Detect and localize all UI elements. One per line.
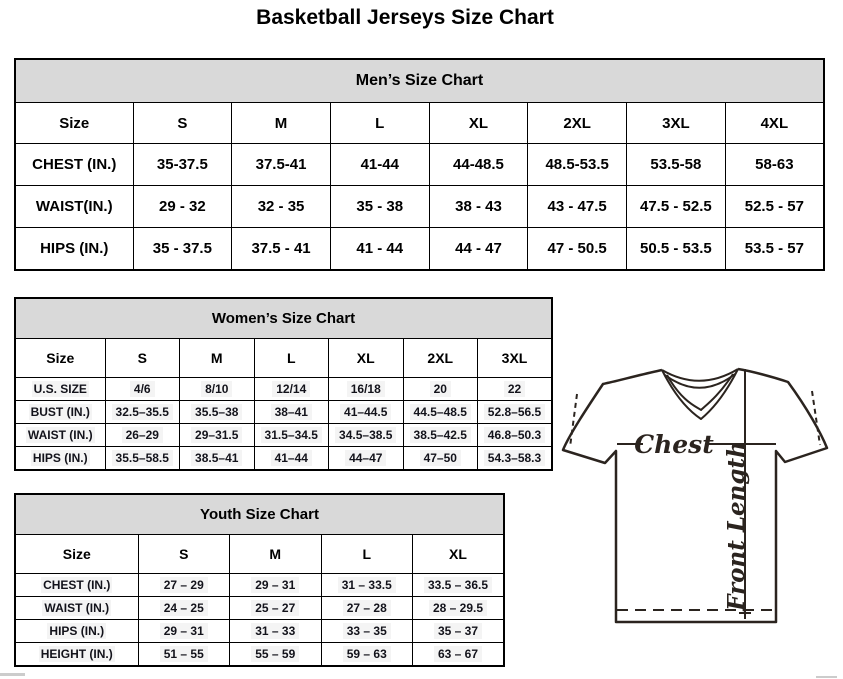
table-cell: 59 – 63 — [321, 643, 413, 667]
table-cell: 50.5 - 53.5 — [627, 228, 726, 271]
table-cell: 16/18 — [329, 378, 404, 401]
table-row — [15, 597, 504, 620]
table-cell: 44-48.5 — [429, 144, 528, 186]
table-cell: 53.5-58 — [627, 144, 726, 186]
table-cell: 29–31.5 — [180, 424, 255, 447]
left-cuff-dashed-seam — [570, 394, 577, 447]
table-cell: 44 - 47 — [429, 228, 528, 271]
womens-size-table — [14, 297, 553, 471]
table-title: Women’s Size Chart — [15, 298, 552, 339]
table-cell: 54.3–58.3 — [478, 447, 553, 471]
column-header: Size — [15, 103, 133, 144]
table-row — [15, 643, 504, 667]
table-cell: 44–47 — [329, 447, 404, 471]
column-header: Size — [15, 535, 138, 574]
table-cell: 8/10 — [180, 378, 255, 401]
row-label: HEIGHT (IN.) — [15, 643, 138, 667]
column-header: 4XL — [725, 103, 824, 144]
youth-size-table — [14, 493, 505, 667]
table-cell: 35-37.5 — [133, 144, 232, 186]
table-cell: 52.8–56.5 — [478, 401, 553, 424]
table-cell: 31 – 33 — [230, 620, 322, 643]
table-cell: 12/14 — [254, 378, 329, 401]
column-header: L — [321, 535, 413, 574]
row-label: CHEST (IN.) — [15, 574, 138, 597]
bottom-left-edge-fragment — [0, 673, 25, 676]
row-label: WAIST (IN.) — [15, 424, 105, 447]
column-header: M — [230, 535, 322, 574]
table-cell: 47.5 - 52.5 — [627, 186, 726, 228]
table-cell: 22 — [478, 378, 553, 401]
table-cell: 35.5–58.5 — [105, 447, 180, 471]
jersey-measurement-diagram — [555, 360, 843, 630]
row-label: BUST (IN.) — [15, 401, 105, 424]
table-cell: 35.5–38 — [180, 401, 255, 424]
table-row — [15, 228, 824, 271]
table-cell: 29 – 31 — [230, 574, 322, 597]
page-title: Basketball Jerseys Size Chart — [256, 6, 554, 29]
table-cell: 37.5-41 — [232, 144, 331, 186]
table-cell: 37.5 - 41 — [232, 228, 331, 271]
table-cell: 31.5–34.5 — [254, 424, 329, 447]
column-header: L — [254, 339, 329, 378]
table-cell: 41 - 44 — [330, 228, 429, 271]
table-row — [15, 447, 552, 471]
table-cell: 4/6 — [105, 378, 180, 401]
table-cell: 44.5–48.5 — [403, 401, 478, 424]
row-label: WAIST(IN.) — [15, 186, 133, 228]
column-header: 3XL — [478, 339, 553, 378]
table-row — [15, 574, 504, 597]
chest-label: Chest — [634, 430, 714, 459]
table-cell: 20 — [403, 378, 478, 401]
column-header: S — [133, 103, 232, 144]
row-label: HIPS (IN.) — [15, 228, 133, 271]
table-cell: 27 – 28 — [321, 597, 413, 620]
table-cell: 47 - 50.5 — [528, 228, 627, 271]
table-cell: 53.5 - 57 — [725, 228, 824, 271]
column-header: Size — [15, 339, 105, 378]
table-cell: 63 – 67 — [413, 643, 505, 667]
row-label: HIPS (IN.) — [15, 447, 105, 471]
column-header: S — [138, 535, 230, 574]
table-row — [15, 186, 824, 228]
table-cell: 32 - 35 — [232, 186, 331, 228]
table-cell: 35 - 37.5 — [133, 228, 232, 271]
table-cell: 55 – 59 — [230, 643, 322, 667]
row-label: CHEST (IN.) — [15, 144, 133, 186]
table-cell: 46.8–50.3 — [478, 424, 553, 447]
table-cell: 27 – 29 — [138, 574, 230, 597]
row-label: U.S. SIZE — [15, 378, 105, 401]
table-cell: 25 – 27 — [230, 597, 322, 620]
column-header: M — [232, 103, 331, 144]
table-row — [15, 620, 504, 643]
column-header: M — [180, 339, 255, 378]
table-cell: 41–44.5 — [329, 401, 404, 424]
table-cell: 32.5–35.5 — [105, 401, 180, 424]
table-cell: 35 - 38 — [330, 186, 429, 228]
bottom-right-edge-fragment — [816, 676, 837, 678]
column-header: XL — [329, 339, 404, 378]
table-cell: 29 – 31 — [138, 620, 230, 643]
table-cell: 26–29 — [105, 424, 180, 447]
row-label: HIPS (IN.) — [15, 620, 138, 643]
table-cell: 38.5–41 — [180, 447, 255, 471]
table-cell: 52.5 - 57 — [725, 186, 824, 228]
table-title: Youth Size Chart — [15, 494, 504, 535]
table-row — [15, 378, 552, 401]
table-cell: 41–44 — [254, 447, 329, 471]
table-row — [15, 424, 552, 447]
column-header: 2XL — [528, 103, 627, 144]
table-cell: 48.5-53.5 — [528, 144, 627, 186]
table-cell: 38–41 — [254, 401, 329, 424]
table-cell: 58-63 — [725, 144, 824, 186]
row-label: WAIST (IN.) — [15, 597, 138, 620]
table-cell: 41-44 — [330, 144, 429, 186]
table-row — [15, 401, 552, 424]
column-header: XL — [413, 535, 505, 574]
table-cell: 38 - 43 — [429, 186, 528, 228]
table-cell: 47–50 — [403, 447, 478, 471]
column-header: XL — [429, 103, 528, 144]
table-title: Men’s Size Chart — [15, 59, 824, 103]
table-cell: 28 – 29.5 — [413, 597, 505, 620]
mens-size-table — [14, 58, 825, 271]
table-cell: 34.5–38.5 — [329, 424, 404, 447]
front-length-label: Front Length — [723, 441, 750, 611]
table-cell: 29 - 32 — [133, 186, 232, 228]
column-header: 2XL — [403, 339, 478, 378]
table-cell: 24 – 25 — [138, 597, 230, 620]
table-cell: 33.5 – 36.5 — [413, 574, 505, 597]
table-cell: 33 – 35 — [321, 620, 413, 643]
table-cell: 51 – 55 — [138, 643, 230, 667]
column-header: 3XL — [627, 103, 726, 144]
table-cell: 38.5–42.5 — [403, 424, 478, 447]
table-row — [15, 144, 824, 186]
column-header: L — [330, 103, 429, 144]
column-header: S — [105, 339, 180, 378]
table-cell: 31 – 33.5 — [321, 574, 413, 597]
collar-v-inner — [667, 374, 733, 410]
table-cell: 43 - 47.5 — [528, 186, 627, 228]
table-cell: 35 – 37 — [413, 620, 505, 643]
